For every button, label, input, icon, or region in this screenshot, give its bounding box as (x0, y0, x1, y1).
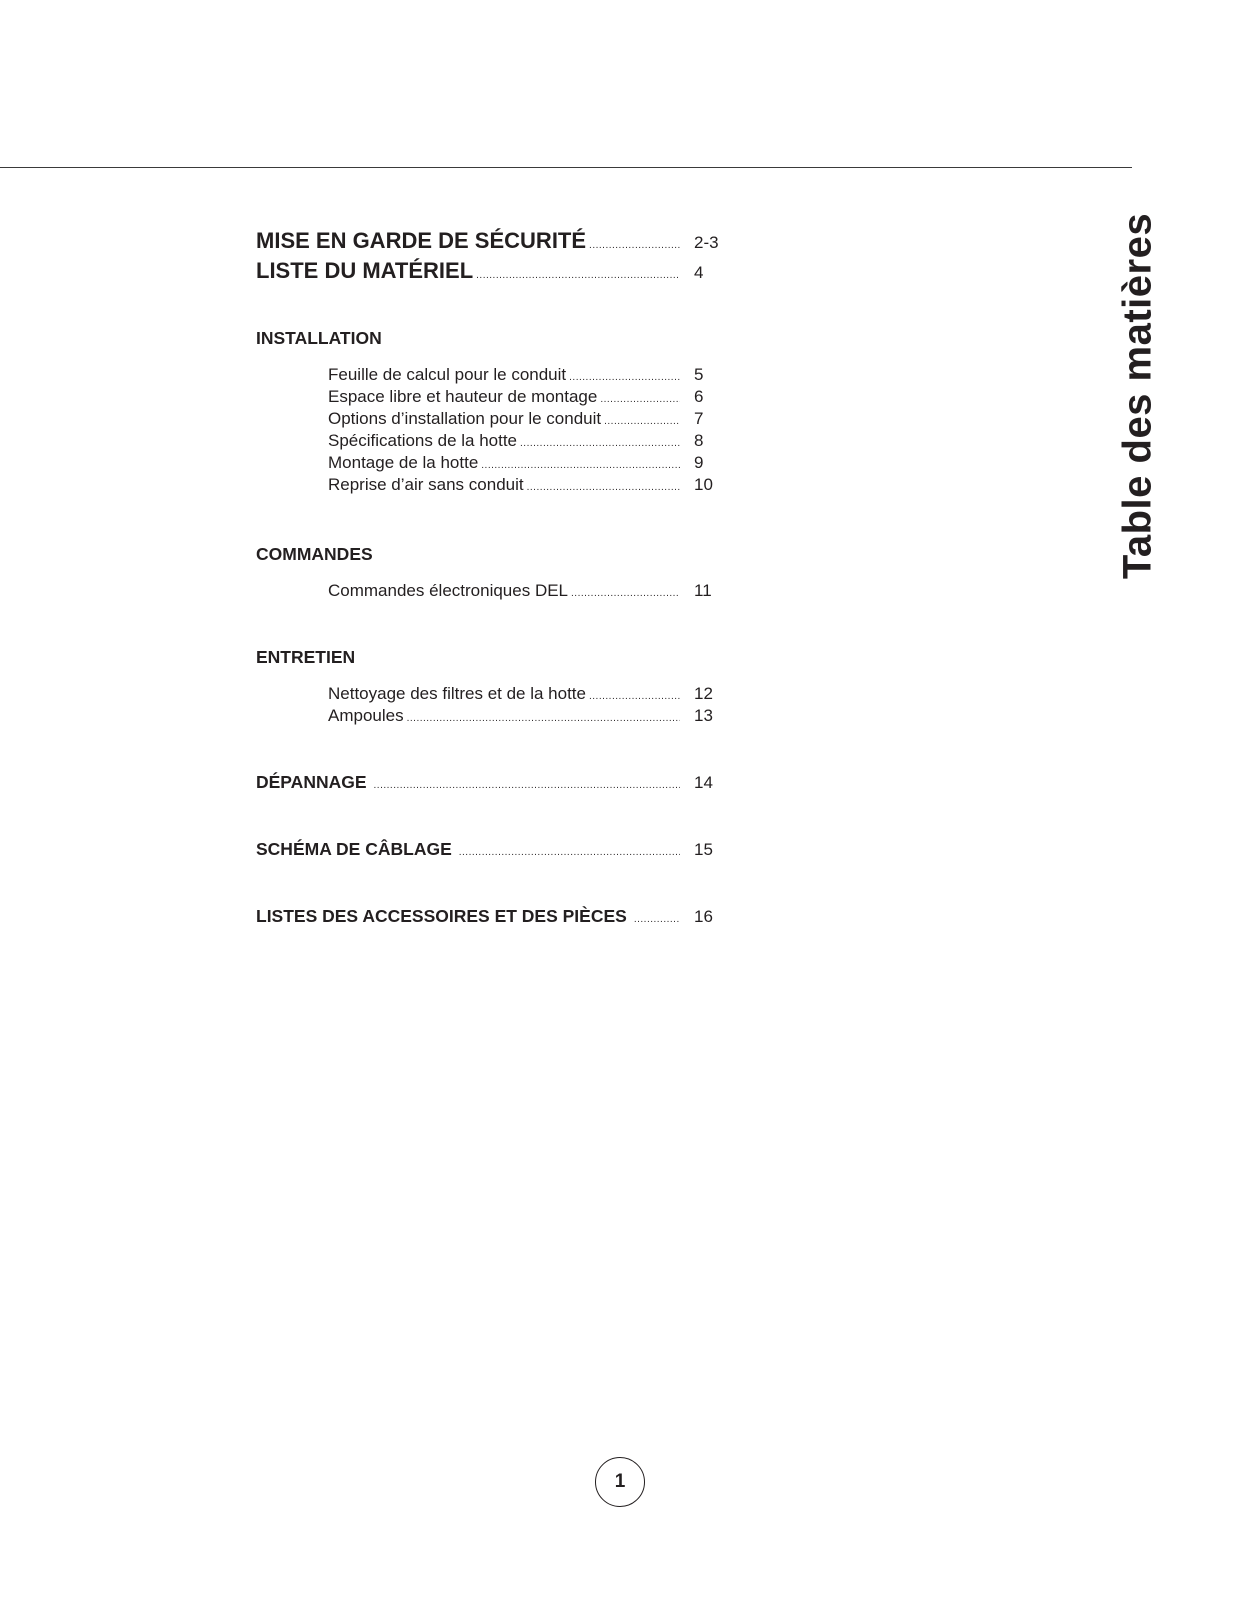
toc-entry-label: Ampoules (328, 706, 404, 725)
toc-entry-label: SCHÉMA DE CÂBLAGE (256, 839, 452, 859)
toc-entry-page: 15 (694, 840, 713, 859)
dot-leader (481, 460, 680, 471)
toc-entry[interactable] (328, 387, 730, 407)
toc-entry-page: 8 (694, 431, 704, 450)
toc-entry-page: 10 (694, 475, 713, 494)
toc-entry-page: 11 (694, 581, 712, 600)
toc-entry-label: Espace libre et hauteur de montage (328, 387, 598, 406)
page-number (595, 1457, 645, 1507)
toc-entry-liste-du-materiel[interactable] (256, 258, 730, 284)
toc-entry[interactable] (328, 453, 730, 473)
toc-entry[interactable] (328, 475, 730, 495)
dot-leader (634, 914, 680, 925)
dot-leader (520, 438, 680, 449)
page-number-text: 1 (614, 1471, 626, 1492)
toc-entry-label: Spécifications de la hotte (328, 431, 518, 450)
toc-entry-mise-en-garde[interactable] (256, 228, 730, 254)
dot-leader (600, 394, 680, 405)
toc-entry-label: MISE EN GARDE DE SÉCURITÉ (256, 228, 587, 253)
toc-entry-page: 7 (694, 409, 704, 428)
toc-entry-depannage[interactable] (256, 772, 730, 793)
section-heading-installation: INSTALLATION (256, 328, 382, 348)
toc-entry[interactable] (328, 431, 730, 451)
toc-entry-label: LISTES DES ACCESSOIRES ET DES PIÈCES (256, 906, 627, 926)
toc-entry-page: 4 (694, 263, 704, 282)
toc-entry-label: Nettoyage des filtres et de la hotte (328, 684, 586, 703)
dot-leader (407, 713, 680, 724)
dot-leader (374, 780, 680, 791)
toc-entry-label: Montage de la hotte (328, 453, 479, 472)
toc-entry[interactable] (328, 409, 730, 429)
toc-entry-page: 6 (694, 387, 704, 406)
toc-entry[interactable] (328, 706, 730, 726)
toc-entry[interactable] (328, 365, 730, 385)
toc-entry-label: Commandes électroniques DEL (328, 581, 569, 600)
section-heading-commandes: COMMANDES (256, 544, 373, 564)
dot-leader (589, 691, 680, 702)
section-heading-entretien: ENTRETIEN (256, 647, 356, 667)
toc-entry-label: DÉPANNAGE (256, 772, 367, 792)
toc-entry-listes-des-accessoires[interactable] (256, 906, 730, 927)
dot-leader (604, 416, 680, 427)
dot-leader (569, 372, 680, 383)
toc-entry-page: 9 (694, 453, 704, 472)
toc-entry-page: 5 (694, 365, 704, 384)
side-title: Table des matières (1115, 212, 1160, 580)
toc-entry-page: 12 (694, 684, 713, 703)
toc-entry-schema-de-cablage[interactable] (256, 839, 730, 860)
dot-leader (476, 270, 680, 281)
toc-entry-page: 13 (694, 706, 713, 725)
toc-entry-label: LISTE DU MATÉRIEL (256, 258, 474, 283)
toc-entry-page: 2-3 (694, 233, 719, 252)
toc-entry[interactable] (328, 684, 730, 704)
dot-leader (571, 588, 680, 599)
dot-leader (459, 847, 680, 858)
toc-entry-label: Reprise d’air sans conduit (328, 475, 524, 494)
dot-leader (589, 240, 680, 251)
toc-entry-label: Options d’installation pour le conduit (328, 409, 602, 428)
toc-entry-page: 14 (694, 773, 713, 792)
toc-entry-label: Feuille de calcul pour le conduit (328, 365, 567, 384)
toc-entry-page: 16 (694, 907, 713, 926)
dot-leader (527, 482, 680, 493)
toc-entry[interactable] (328, 581, 730, 601)
